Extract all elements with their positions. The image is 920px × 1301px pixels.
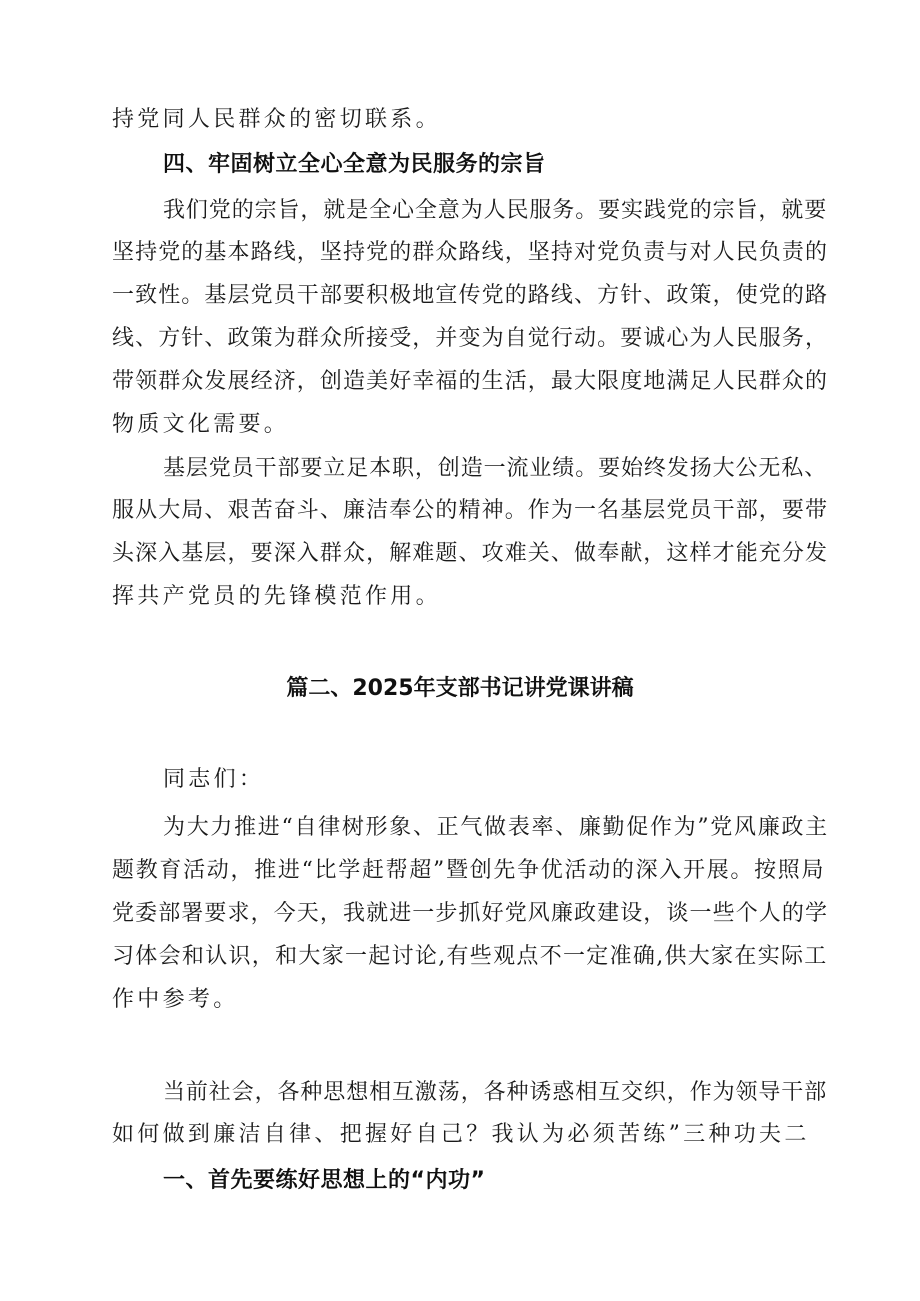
- salutation: 同志们：: [163, 767, 265, 792]
- text-line: 当前社会，各种思想相互激荡，各种诱惑相互交织，作为领导干部: [163, 1080, 828, 1105]
- section-heading: 一、首先要练好思想上的“内功”: [163, 1168, 486, 1193]
- text-line: 挥共产党员的先锋模范作用。: [112, 584, 441, 609]
- text-line: 作中参考。: [112, 987, 239, 1012]
- text-line: 带领群众发展经济，创造美好幸福的生活，最大限度地满足人民群众的: [112, 369, 829, 394]
- text-line: 为大力推进“自律树形象、正气做表率、廉勤促作为”党风廉政主: [163, 815, 829, 840]
- text-line: 习体会和认识，和大家一起讨论,有些观点不一定准确,供大家在实际工: [112, 944, 828, 969]
- text-line: 基层党员干部要立足本职，创造一流业绩。要始终发扬大公无私、: [163, 456, 828, 481]
- text-line: 我们党的宗旨，就是全心全意为人民服务。要实践党的宗旨，就要: [163, 198, 828, 223]
- text-line: 一致性。基层党员干部要积极地宣传党的路线、方针、政策，使党的路: [112, 283, 829, 308]
- article-title: 篇二、2025年支部书记讲党课讲稿: [286, 676, 634, 701]
- text-line: 线、方针、政策为群众所接受，并变为自觉行动。要诚心为人民服务，: [112, 326, 829, 351]
- text-line: 物质文化需要。: [112, 412, 290, 437]
- text-line: 持党同人民群众的密切联系。: [112, 107, 441, 132]
- text-line: 题教育活动，推进“比学赶帮超”暨创先争优活动的深入开展。按照局: [112, 858, 826, 883]
- text-line: 党委部署要求，今天，我就进一步抓好党风廉政建设，谈一些个人的学: [112, 901, 829, 926]
- text-line: 如何做到廉洁自律、把握好自己？我认为必须苦练”三种功夫二: [112, 1122, 810, 1147]
- text-line: 坚持党的基本路线，坚持党的群众路线，坚持对党负责与对人民负责的: [112, 240, 829, 265]
- text-line: 头深入基层，要深入群众，解难题、攻难关、做奉献，这样才能充分发: [112, 541, 829, 566]
- section-heading: 四、牢固树立全心全意为民服务的宗旨: [163, 152, 546, 177]
- text-line: 服从大局、艰苦奋斗、廉洁奉公的精神。作为一名基层党员干部，要带: [112, 498, 829, 523]
